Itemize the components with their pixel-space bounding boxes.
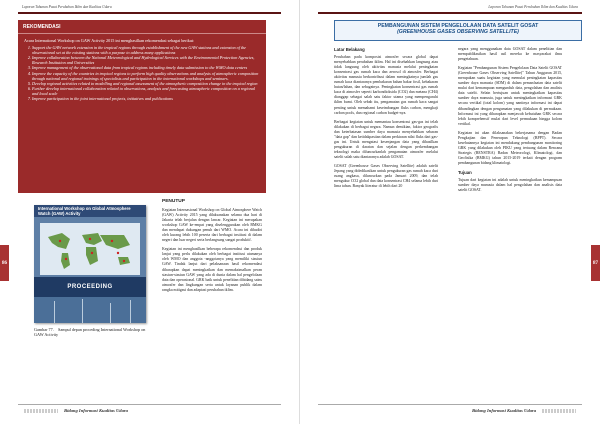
section-title: PEMBANGUNAN SISTEM PENGELOLAAN DATA SATELIT GOSAT: [377, 23, 539, 29]
caption-text: Sampul depan proceding International Workshop on GAW Activity: [34, 327, 146, 338]
section-title-box: [334, 20, 582, 41]
page-number-right: 87: [591, 245, 600, 281]
footer-left: [18, 404, 281, 416]
rekomendasi-item: 3. Improve management of the observational data from tropical regions including timely data submission to the WMO data centers: [32, 65, 260, 70]
footer-ornament: [542, 409, 576, 413]
rekomendasi-list: [18, 45, 266, 101]
paragraph: Kegiatan "Pembangunan Sistem Pengelolaan Data Satelit GOSAT (Greenhouse Gases Observing Satellite)" Tahun Anggaran 2015, merupakan suatu kegiatan yang memulai peningkatan kapasitas sumber daya manusia (SDM) di dalam pemanfaatan data satelit mulai dari kemampuan mengunduh data, pengolahan dan analisis data satelit. Selain bertujuan untuk meningkatkan kapasitas sumber daya manusia, juga untuk meningkatkan informasi GRK secara vertikal (total kolom) yang nantinya informasi ini dapat dibandingkan dengan pengamatan yang dilakukan di permukaan. Informasi ini yang diharapkan menjawab kebutuhan GRK secara lebih komprehensif mulai dari level permukaan hingga kolom vertikal.: [458, 66, 562, 126]
footer-ornament: [24, 409, 58, 413]
rekomendasi-item: 5. Develop regional activities related to modelling and regional assessment of the atmospheric composition change in the tropical region: [32, 81, 260, 86]
running-header-right: Laporan Tahunan Pusat Perubahan Iklim dan Kualitas Udara: [488, 5, 578, 9]
cover-proceeding-label: PROCEEDING: [34, 277, 146, 297]
tujuan-heading: Tujuan: [458, 170, 472, 176]
cover-photo-strip: [34, 297, 146, 323]
header-rule-right: [318, 12, 582, 14]
rekomendasi-item: 4. Improve the capacity of the countries in tropical regions to perform high quality observations and analysis of atmospheric composition through national and regional trainings of specialists and participation in the international workshops and seminars.: [32, 71, 260, 81]
rekomendasi-box: [18, 20, 266, 193]
rekomendasi-item: 2. Improve collaboration between the National Meteorological and Hydrological Services with the Environmental Protection Agencies, Research Institution and Universities: [32, 55, 260, 65]
latar-belakang-heading: Latar Belakang: [334, 47, 365, 52]
footer-text: Bidang Informasi Kualitas Udara: [64, 408, 128, 413]
running-header-left: Laporan Tahunan Pusat Perubahan Iklim dan Kualitas Udara: [22, 5, 112, 9]
penutup-column: [162, 208, 262, 297]
penutup-heading: PENUTUP: [162, 199, 185, 204]
right-column-1: [334, 47, 438, 193]
rekomendasi-intro: Acara International Workshop on GAW Activity 2015 ini menghasilkan rekomendasi sebagai berikut:: [24, 38, 195, 43]
rekomendasi-item: 6. Further develop international collaboration related to observations, analysis and forecasting atmospheric composition on a regional and local scale: [32, 86, 260, 96]
paragraph: Kegiatan Internasional Workshop on Global Atmosphere Watch (GAW) Activity 2015 yang dilaksanakan selama dua hari di Jakarta telah berjalan dengan lancar. Kegiatan ini merupakan workshop GAW ke-empat yang diselenggarakan oleh BMKG dan mendapat dukungan penuh dari WMO. Acara ini dihadiri oleh kurang lebih 100 peserta dari berbagai institusi di dalam negeri dan luar negeri serta berlangsung sangat produktif.: [162, 208, 262, 243]
paragraph: Kegiatan ini akan dilaksanakan bekerjasama dengan Badan Pengkajian dan Penerapan Teknologi (BPPT). Secara kesehatannya kegiatan ini mendukung pembangunan monitoring GRK yang dilakukan oleh PIKU yang tertuang dalam Rencana Strategis (RENSTRA) Badan Meteorologi, Klimatologi, dan Geofisika (BMKG) tahun 2015-2019 terkait dengan program pembangunan bidang klimatologi.: [458, 130, 562, 165]
right-page: [300, 0, 600, 424]
rekomendasi-item: 7. Improve participation in the joint international projects, initiatives and publications: [32, 96, 260, 101]
paragraph: negara yang menggunakan data GOSAT dalam penelitian dan mempublikasikan hasil asil mereka ke masyarakat ilmu pengetahuan.: [458, 47, 562, 62]
footer-text: Bidang Informasi Kualitas Udara: [472, 408, 536, 413]
world-map-graphic: [40, 223, 140, 275]
footer-right: [318, 404, 582, 416]
paragraph: Berbagai kegiatan untuk memantau konsentrasi gas-gas ini telah dilakukan di berbagai negara. Namun demikian, faktor geografis dan keterbatasan sumber daya manusia menyebabkan sebaran "data gap" dan ketidakpastian dalam perkiraan nilai fluks dari gas-gas ini. Untuk mengatasi kesenjangan data yang dihasilkan pengukuran di daratan dan sejalan dengan perkembangan teknologi maka diluncurkanlah pengamatan atmosfer melalui satelit salah satu diantaranya adalah GOSAT.: [334, 119, 438, 159]
rekomendasi-title: REKOMENDASI: [18, 20, 266, 34]
cover-banner: International Workshop on Global Atmosphere Watch (GAW) Activity: [34, 205, 146, 217]
paragraph: GOSAT (Greenhouse Gases Observing Satellite) adalah satelit Jepang yang didedikasikan untuk pengukuran gas rumah kaca dari ruang angkasa, diluncurkan pada Januari 2009, dan telah mengukur CO2 global dan data konsentrasi CH4 selama lebih dari lima tahun. Banyak literatur di lebih dari 20: [334, 163, 438, 189]
caption-label: Gambar 77.: [34, 327, 54, 332]
right-column-2: [458, 47, 562, 197]
paragraph: Kegiatan ini menghasilkan beberapa rekomendasi dan produk lanjut yang perlu dilakukan oleh berbagai institusi utamanya oleh WMO dan anggota -anggotanya yang memiliki stasiun GAW. Tindak lanjut dari pelaksanaan hasil rekomendasi diharapkan dapat meningkatkan dan memaksimalkan peran stasiun-stasiun GAW yang ada di dunia dalam hal pengelolaan data dan operasional. GRK baik untuk penelitian dibidang sains atmosfer dan lingkungan serta untuk layanan publik dalam rangka mitigasi dan adaptasi perubahan iklim.: [162, 247, 262, 292]
page-number-left: 86: [0, 245, 9, 281]
rekomendasi-item: 1. Support the GAW network extension in the tropical regions through establishment of the new GAW stations and extension of the observational set at the existing stations with a purpose to address many applications: [32, 45, 260, 55]
paragraph: Perubahan pada komposisi atmosfer secara global dapat menyebabkan perubahan iklim. Hal ini disebabkan langsung atau tidak langsung oleh aktivitas manusia melalui peningkatan konsentrasi gas rumah kaca dan aerosol di atmosfer. Berbagai aktivitas manusia berkontribusi dalam meningkatnya jumlah gas rumah kaca diantaranya pembakaran bahan bakar fosil, kebakaran hutan/lahan, dan sebagainya. Peningkatan konsentrasi gas rumah kaca di atmosfer seperti karbondioksida (CO2) dan metana (CH4) dianggap sebagai salah satu faktor utama yang mempengaruhi iklim bumi. Oleh sebab itu, pengamatan gas rumah kaca sangat penting untuk memahami keseimbangan fluks carbon, mengkaji carbon pools, dan regional carbon budget-nya.: [334, 55, 438, 115]
figure-caption: [34, 327, 146, 337]
paragraph: Tujuan dari kegiatan ini adalah untuk meningkatkan kemampuan sumber daya manusia dalam hal pengolahan dan analisis data satelit GOSAT.: [458, 178, 562, 193]
section-subtitle: (GREENHOUSE GASES OBSERVING SATELLITE): [397, 29, 519, 36]
header-rule-left: [18, 12, 281, 14]
proceeding-cover-image: [34, 205, 146, 323]
